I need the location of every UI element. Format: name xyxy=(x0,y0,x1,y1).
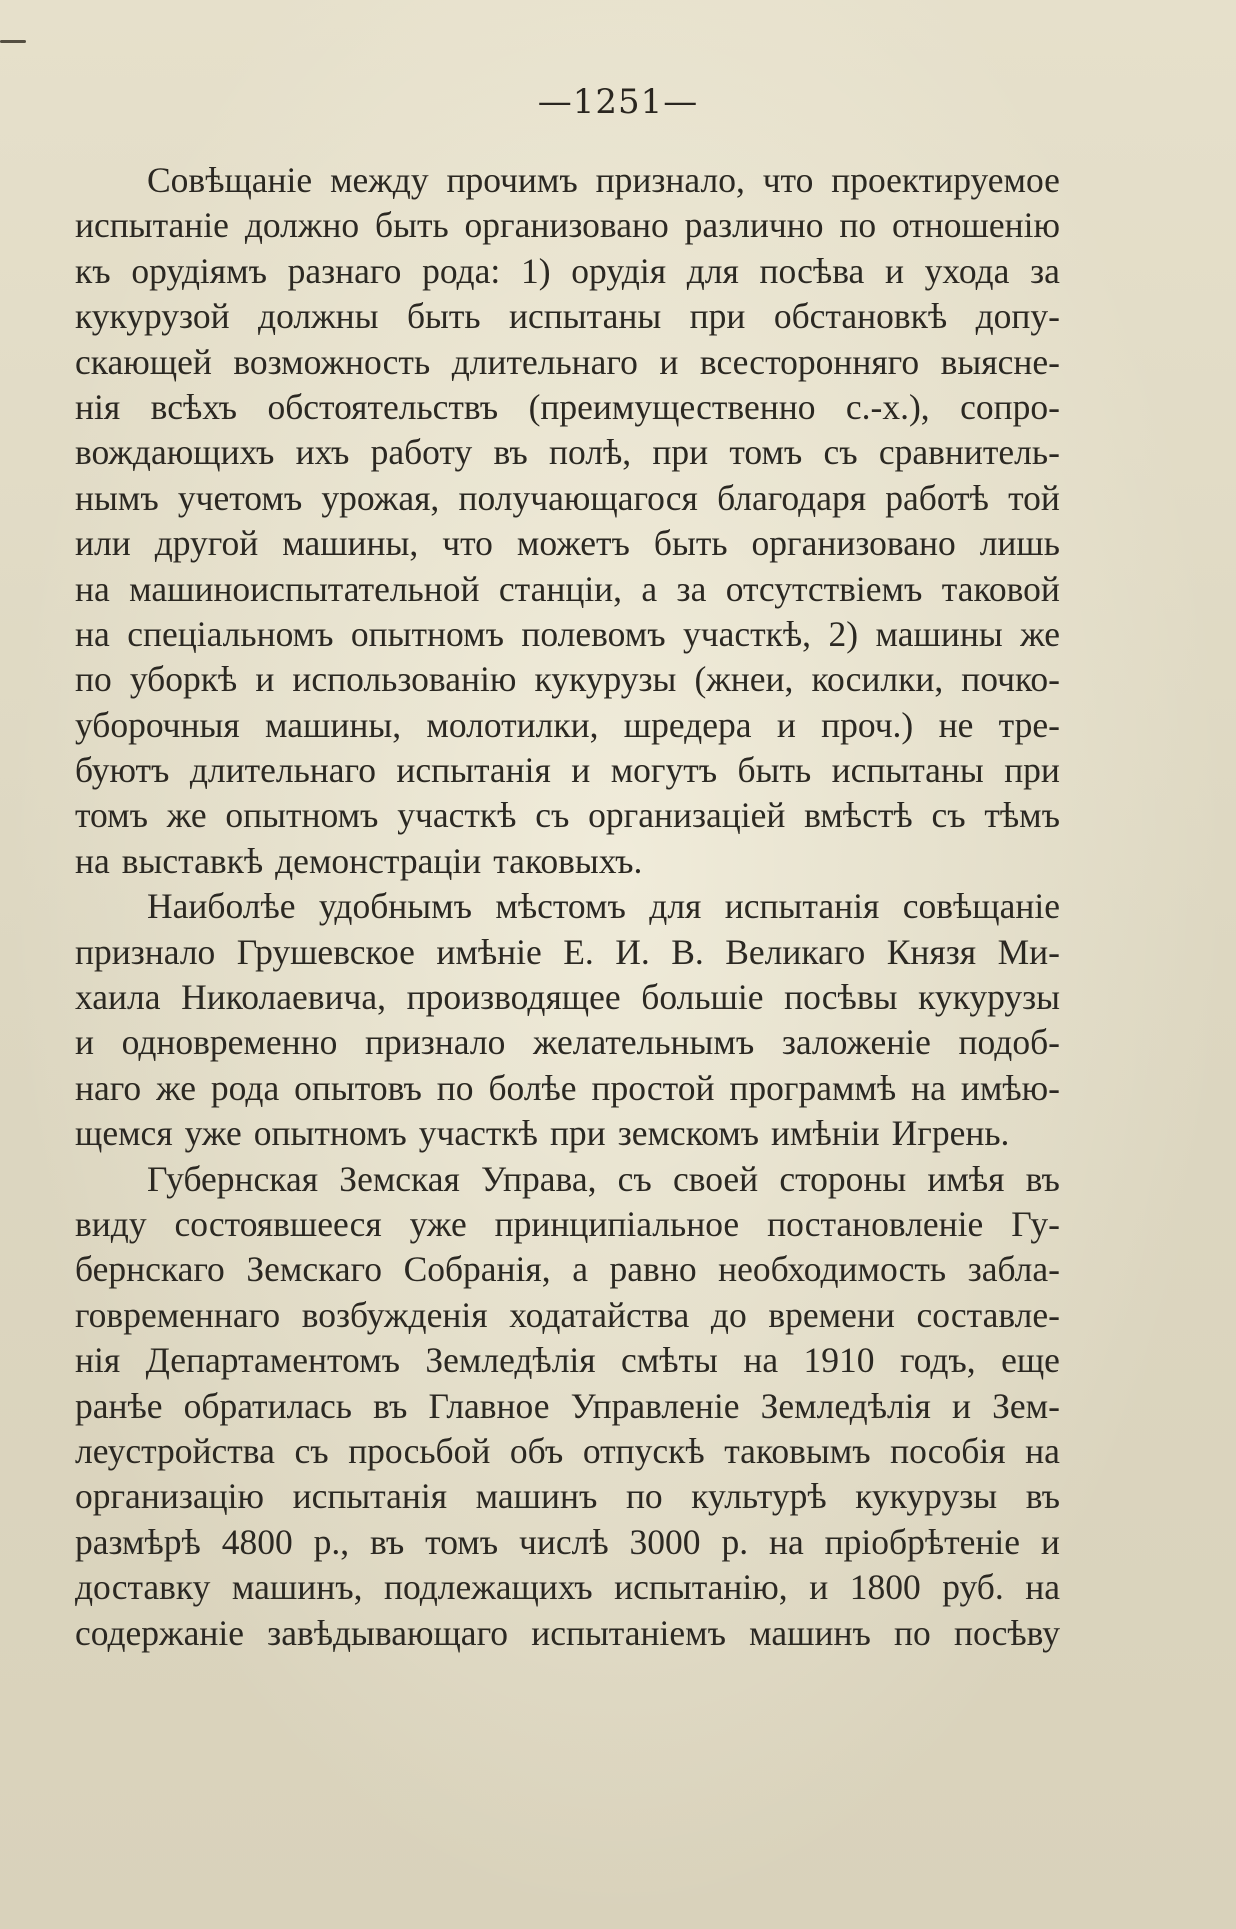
word: по xyxy=(839,205,877,246)
word: Земскаго xyxy=(246,1249,382,1290)
word: участкѣ xyxy=(418,1113,538,1154)
word: опытовъ xyxy=(294,1067,422,1108)
word: длительнаго xyxy=(189,750,376,791)
paragraph xyxy=(75,158,1060,884)
word: молотилки, xyxy=(426,704,599,745)
text-line xyxy=(75,476,1060,521)
word: томъ xyxy=(729,432,803,473)
text-line xyxy=(75,1066,1060,1111)
text-line xyxy=(75,521,1060,566)
word: простой xyxy=(591,1067,715,1108)
word: благодаря xyxy=(717,477,867,518)
word: годъ, xyxy=(899,1340,976,1381)
word: 1) xyxy=(520,250,551,291)
word: опытномъ xyxy=(225,795,379,836)
word: что xyxy=(762,160,814,200)
text-line xyxy=(75,1611,1060,1656)
word: программѣ xyxy=(729,1067,897,1108)
word: орудія xyxy=(571,250,667,291)
word: 1800 xyxy=(849,1567,921,1608)
text-line xyxy=(75,1202,1060,1247)
word: принципіальное xyxy=(494,1203,740,1244)
text-line xyxy=(75,975,1060,1020)
word: производящее xyxy=(406,977,621,1018)
word: заложеніе xyxy=(781,1022,931,1063)
word: постановленіе xyxy=(767,1203,984,1244)
word: же xyxy=(166,795,207,836)
word: 3000 xyxy=(629,1521,701,1562)
word: наго xyxy=(75,1067,142,1108)
word: отношенію xyxy=(891,205,1060,246)
word: могутъ xyxy=(610,750,718,791)
word: прочимъ xyxy=(446,160,578,200)
word: же xyxy=(156,1067,196,1108)
word: машины, xyxy=(282,523,419,564)
word: испытанія xyxy=(724,886,880,927)
page-number: —1251— xyxy=(537,82,699,122)
text-line xyxy=(75,839,1060,884)
word: машиноиспытательной xyxy=(129,568,480,609)
word: признало xyxy=(365,1022,506,1063)
word: спеціальномъ xyxy=(127,613,334,654)
word: и xyxy=(75,1022,94,1063)
word: организаціей xyxy=(588,795,786,836)
word: выставкѣ xyxy=(121,840,264,881)
word: въ xyxy=(1025,1158,1060,1199)
word: испытаніе xyxy=(75,205,229,246)
word: уже xyxy=(184,1113,242,1154)
word: опытномъ xyxy=(253,1113,407,1154)
word: для xyxy=(649,886,702,927)
word: желательнымъ xyxy=(532,1022,755,1063)
word: р. xyxy=(721,1521,749,1562)
word: уборочныя xyxy=(75,704,240,745)
word: полѣ, xyxy=(548,432,632,473)
word: испытаніемъ xyxy=(531,1612,726,1653)
text-line xyxy=(75,884,1060,929)
word: полевомъ xyxy=(521,613,666,654)
word: а xyxy=(572,1249,588,1290)
text-line xyxy=(75,1293,1060,1338)
text-line xyxy=(75,1429,1060,1474)
word: Земледѣлія xyxy=(760,1385,931,1426)
word: р., xyxy=(313,1521,350,1562)
word: по xyxy=(436,1067,474,1108)
text-line xyxy=(75,1338,1060,1383)
word: на xyxy=(743,1340,779,1381)
word: станціи, xyxy=(498,568,623,609)
word: виду xyxy=(75,1203,147,1244)
word: другой xyxy=(154,523,259,564)
word: быть xyxy=(406,296,481,337)
word: и xyxy=(809,1567,829,1608)
text-line xyxy=(75,657,1060,702)
word: съ xyxy=(823,432,858,473)
word: тре- xyxy=(998,704,1060,745)
word: длительнаго xyxy=(451,341,638,382)
word: имѣя xyxy=(927,1158,1005,1199)
word: а xyxy=(641,568,658,609)
word: Управленіе xyxy=(570,1385,740,1426)
word: использованію xyxy=(292,659,517,700)
word: разнаго xyxy=(287,250,402,291)
word: размѣрѣ xyxy=(75,1521,201,1562)
word: ранѣе xyxy=(75,1385,163,1426)
word: машинъ xyxy=(475,1476,598,1517)
word: на xyxy=(75,613,110,654)
word: съ xyxy=(617,1158,652,1199)
word: можетъ xyxy=(516,523,630,564)
word: посѣва xyxy=(759,250,865,291)
word: Гу- xyxy=(1011,1203,1060,1244)
word: на xyxy=(75,568,110,609)
edge-mark xyxy=(0,40,26,43)
body-text xyxy=(75,158,1060,1656)
word: одновременно xyxy=(121,1022,338,1063)
word: (жнеи, xyxy=(694,659,794,700)
word: испытаны xyxy=(831,750,984,791)
word: стороны xyxy=(779,1158,907,1199)
word: должно xyxy=(244,205,360,246)
word: при xyxy=(689,296,746,337)
word: на xyxy=(911,1067,946,1108)
word: между xyxy=(330,160,429,200)
word: еще xyxy=(1001,1340,1060,1381)
word: на xyxy=(1025,1567,1060,1608)
word: по xyxy=(625,1476,663,1517)
word: при xyxy=(549,1113,606,1154)
word: на xyxy=(75,840,110,881)
word: не xyxy=(938,704,974,745)
word: машины xyxy=(875,613,1003,654)
word: нія xyxy=(75,1340,121,1381)
word: посѣву xyxy=(953,1612,1060,1653)
word: къ xyxy=(75,250,111,291)
word: быть xyxy=(375,205,449,246)
text-line xyxy=(75,1247,1060,1292)
text-line xyxy=(75,249,1060,294)
word: Земская xyxy=(339,1158,460,1199)
word: вождающихъ xyxy=(75,432,275,473)
word: организацію xyxy=(75,1476,264,1517)
word: Губернская xyxy=(147,1158,319,1199)
word: имѣю- xyxy=(960,1067,1060,1108)
word: работѣ xyxy=(885,477,989,518)
word: за xyxy=(676,568,707,609)
word: составле- xyxy=(916,1294,1060,1335)
word: сопро- xyxy=(960,386,1060,427)
word: на xyxy=(1025,1430,1060,1471)
word: Князя xyxy=(886,931,977,972)
text-line xyxy=(75,1474,1060,1519)
text-line xyxy=(75,1565,1060,1610)
word: времени xyxy=(768,1294,895,1335)
word: пріобрѣтеніе xyxy=(824,1521,1020,1562)
word: томъ xyxy=(75,795,148,836)
text-line xyxy=(75,930,1060,975)
word: и xyxy=(952,1385,971,1426)
text-line xyxy=(75,158,1060,203)
word: почко- xyxy=(961,659,1060,700)
word: мѣстомъ xyxy=(495,886,626,927)
word: учетомъ xyxy=(177,477,303,518)
word: всесторонняго xyxy=(699,341,920,382)
word: испытанія xyxy=(292,1476,448,1517)
word: вмѣстѣ xyxy=(804,795,913,836)
word: культурѣ xyxy=(691,1476,827,1517)
word: имѣніе xyxy=(436,931,542,972)
word: лишь xyxy=(979,523,1060,564)
word: посѣвы xyxy=(784,977,898,1018)
word: что xyxy=(442,523,493,564)
word: тѣмъ xyxy=(984,795,1060,836)
word: въ xyxy=(1025,1476,1060,1517)
word: должны xyxy=(258,296,379,337)
word: машинъ xyxy=(749,1612,871,1653)
word: буютъ xyxy=(75,750,170,791)
word: подоб- xyxy=(958,1022,1060,1063)
word: обстоятельствъ xyxy=(267,386,499,427)
text-line xyxy=(75,612,1060,657)
word: машины, xyxy=(265,704,402,745)
text-line xyxy=(75,385,1060,430)
word: по xyxy=(894,1612,931,1653)
word: Великаго xyxy=(725,931,866,972)
word: таковымъ xyxy=(724,1430,871,1471)
word: большіе xyxy=(641,977,764,1018)
word: испытанію, xyxy=(614,1567,788,1608)
word: въ xyxy=(370,1521,405,1562)
word: опытномъ xyxy=(350,613,504,654)
text-line xyxy=(75,1111,1060,1156)
word: ходатайства xyxy=(509,1294,690,1335)
word: кукурузы xyxy=(918,977,1060,1018)
word: организовано xyxy=(464,205,669,246)
word: участкѣ xyxy=(397,795,517,836)
word: шредера xyxy=(623,704,752,745)
word: и xyxy=(571,750,591,791)
word: подлежащихъ xyxy=(383,1567,593,1608)
word: организовано xyxy=(751,523,956,564)
word: уже xyxy=(409,1203,467,1244)
word: просьбой xyxy=(348,1430,491,1471)
word: рода xyxy=(210,1067,280,1108)
word: урожая, xyxy=(321,477,440,518)
word: щемся xyxy=(75,1113,173,1154)
word: Ми- xyxy=(997,931,1060,972)
word: таковыхъ. xyxy=(493,840,643,881)
word: на xyxy=(768,1521,804,1562)
word: признало xyxy=(75,931,216,972)
text-line xyxy=(75,340,1060,385)
text-line xyxy=(75,294,1060,339)
word: же xyxy=(1020,613,1060,654)
word: машинъ, xyxy=(231,1567,363,1608)
word: быть xyxy=(653,523,728,564)
word: леустройства xyxy=(75,1430,275,1471)
text-line xyxy=(75,748,1060,793)
word: Зем- xyxy=(992,1385,1060,1426)
word: отпускѣ xyxy=(582,1430,705,1471)
word: Игрень. xyxy=(891,1113,1010,1154)
word: косилки, xyxy=(811,659,944,700)
word: скающей xyxy=(75,341,212,382)
paragraph xyxy=(75,1157,1060,1656)
text-line xyxy=(75,430,1060,475)
word: и xyxy=(776,704,796,745)
text-line xyxy=(75,1020,1060,1065)
word: получающагося xyxy=(458,477,698,518)
word: Николаевича, xyxy=(181,977,386,1018)
word: объ xyxy=(509,1430,564,1471)
word: числѣ xyxy=(519,1521,609,1562)
word: имѣніи xyxy=(771,1113,880,1154)
word: удобнымъ xyxy=(318,886,472,927)
word: и xyxy=(659,341,679,382)
word: Главное xyxy=(428,1385,550,1426)
word: орудіямъ xyxy=(131,250,267,291)
word: смѣты xyxy=(621,1340,718,1381)
word: до xyxy=(710,1294,747,1335)
word: для xyxy=(686,250,739,291)
word: и xyxy=(1040,1521,1060,1562)
word: проч.) xyxy=(821,704,914,745)
word: равно xyxy=(609,1249,697,1290)
word: Наиболѣе xyxy=(147,886,296,927)
word: содержаніе xyxy=(75,1612,244,1653)
word: своей xyxy=(672,1158,759,1199)
word: ухода xyxy=(924,250,1010,291)
word: съ xyxy=(931,795,966,836)
word: обратилась xyxy=(183,1385,352,1426)
text-line xyxy=(75,1520,1060,1565)
word: земскомъ xyxy=(617,1113,760,1154)
word: возбужденія xyxy=(301,1294,488,1335)
word: быть xyxy=(737,750,812,791)
word: и xyxy=(884,250,904,291)
word: Совѣщаніе xyxy=(147,160,313,200)
word: Собранія, xyxy=(403,1249,551,1290)
word: проектируемое xyxy=(831,160,1060,200)
word: забла- xyxy=(967,1249,1060,1290)
word: возможность xyxy=(233,341,431,382)
word: сравнитель- xyxy=(878,432,1060,473)
text-line xyxy=(75,1157,1060,1202)
word: бернскаго xyxy=(75,1249,225,1290)
word: таковой xyxy=(941,568,1060,609)
word: испытаны xyxy=(509,296,662,337)
text-line xyxy=(75,703,1060,748)
word: всѣхъ xyxy=(150,386,237,427)
text-line xyxy=(75,793,1060,838)
word: признало, xyxy=(595,160,745,200)
word: или xyxy=(75,523,131,564)
word: кукурузы xyxy=(855,1476,998,1517)
text-line xyxy=(75,1384,1060,1429)
word: 4800 xyxy=(221,1521,293,1562)
paragraph xyxy=(75,884,1060,1156)
word: кукурузой xyxy=(75,296,230,337)
word: уборкѣ xyxy=(129,659,238,700)
word: Грушевское xyxy=(236,931,415,972)
word: отсутствіемъ xyxy=(725,568,923,609)
word: демонстраціи xyxy=(275,840,482,881)
word: Земледѣлія xyxy=(425,1340,596,1381)
word: испытанія xyxy=(396,750,551,791)
word: въ xyxy=(493,432,528,473)
word: руб. xyxy=(942,1567,1004,1608)
word: 1910 xyxy=(803,1340,875,1381)
word: хаила xyxy=(75,977,161,1018)
word: по xyxy=(75,659,112,700)
word: за xyxy=(1030,250,1060,291)
word: (преимущественно xyxy=(528,386,816,427)
word: пособія xyxy=(890,1430,1006,1471)
word: Департаментомъ xyxy=(145,1340,400,1381)
word: нымъ xyxy=(75,477,159,518)
word: доставку xyxy=(75,1567,211,1608)
word: кукурузы xyxy=(534,659,677,700)
word: Управа, xyxy=(481,1158,597,1199)
word: 2) xyxy=(828,613,859,654)
word: Е. xyxy=(563,931,594,972)
word: завѣдывающаго xyxy=(267,1612,508,1653)
word: болѣе xyxy=(488,1067,577,1108)
word: состоявшееся xyxy=(174,1203,382,1244)
word: рода: xyxy=(422,250,501,291)
word: съ xyxy=(294,1430,329,1471)
word: И. xyxy=(615,931,650,972)
word: необходимость xyxy=(718,1249,947,1290)
word: и xyxy=(255,659,275,700)
word: при xyxy=(652,432,709,473)
word: В. xyxy=(671,931,704,972)
word: говременнаго xyxy=(75,1294,281,1335)
word: работу xyxy=(370,432,473,473)
word: той xyxy=(1008,477,1060,518)
word: с.-х.), xyxy=(845,386,930,427)
word: различно xyxy=(684,205,824,246)
text-line xyxy=(75,203,1060,248)
text-line xyxy=(75,567,1060,612)
word: ихъ xyxy=(295,432,350,473)
word: нія xyxy=(75,386,121,427)
word: при xyxy=(1004,750,1060,791)
word: совѣщаніе xyxy=(902,886,1060,927)
word: съ xyxy=(535,795,570,836)
word: выясне- xyxy=(940,341,1060,382)
word: обстановкѣ xyxy=(773,296,948,337)
word: допу- xyxy=(975,296,1060,337)
word: томъ xyxy=(425,1521,499,1562)
word: участкѣ, xyxy=(683,613,812,654)
word: въ xyxy=(373,1385,408,1426)
